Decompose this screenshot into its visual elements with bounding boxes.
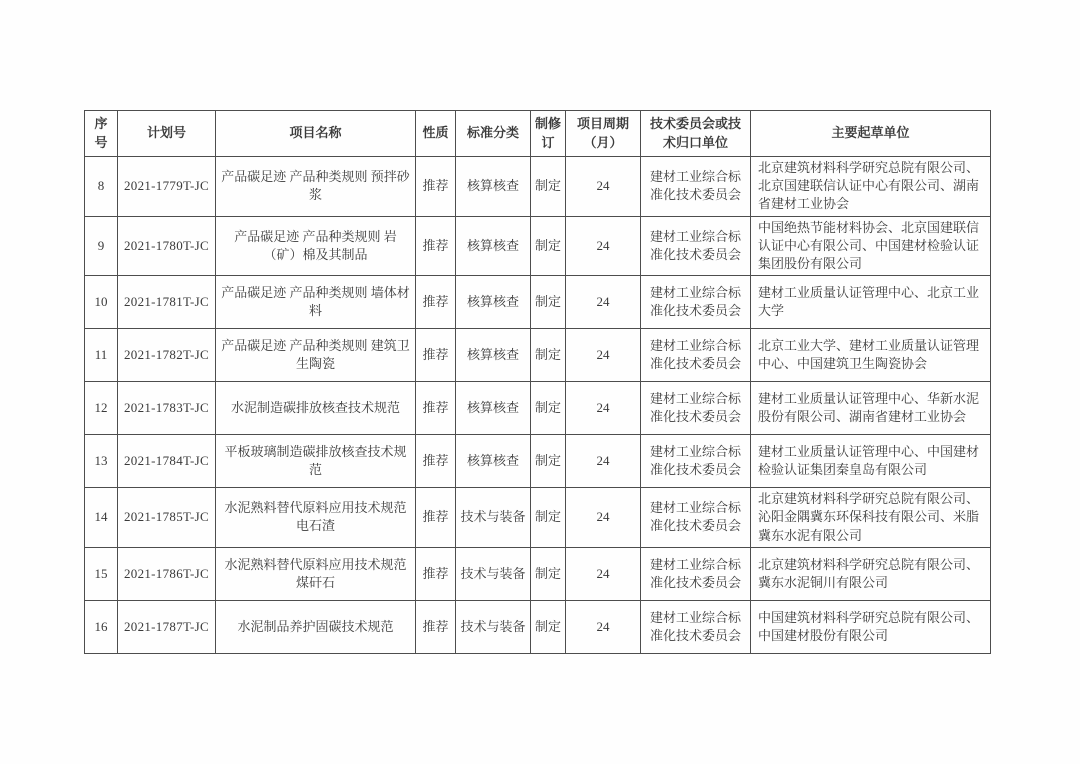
cell-project-name: 产品碳足迹 产品种类规则 岩（矿）棉及其制品 bbox=[216, 216, 416, 276]
cell-revision-type: 制定 bbox=[531, 600, 566, 653]
cell-revision-type: 制定 bbox=[531, 329, 566, 382]
table-body bbox=[85, 157, 991, 654]
cell-committee: 建材工业综合标准化技术委员会 bbox=[641, 435, 751, 488]
cell-period-months: 24 bbox=[566, 276, 641, 329]
cell-project-name: 水泥熟料替代原料应用技术规范 电石渣 bbox=[216, 488, 416, 548]
cell-plan-no: 2021-1782T-JC bbox=[118, 329, 216, 382]
cell-revision-type: 制定 bbox=[531, 488, 566, 548]
cell-revision-type: 制定 bbox=[531, 157, 566, 217]
cell-nature: 推荐 bbox=[416, 157, 456, 217]
cell-nature: 推荐 bbox=[416, 547, 456, 600]
cell-project-name: 水泥制品养护固碳技术规范 bbox=[216, 600, 416, 653]
cell-nature: 推荐 bbox=[416, 329, 456, 382]
cell-category: 核算核查 bbox=[456, 435, 531, 488]
header-committee: 技术委员会或技术归口单位 bbox=[641, 111, 751, 157]
header-revision-type: 制修订 bbox=[531, 111, 566, 157]
cell-period-months: 24 bbox=[566, 329, 641, 382]
table-row bbox=[85, 157, 991, 217]
cell-drafters: 北京工业大学、建材工业质量认证管理中心、中国建筑卫生陶瓷协会 bbox=[751, 329, 991, 382]
header-nature: 性质 bbox=[416, 111, 456, 157]
cell-plan-no: 2021-1779T-JC bbox=[118, 157, 216, 217]
cell-project-name: 产品碳足迹 产品种类规则 墙体材料 bbox=[216, 276, 416, 329]
cell-period-months: 24 bbox=[566, 382, 641, 435]
cell-category: 核算核查 bbox=[456, 276, 531, 329]
table-header bbox=[85, 111, 991, 157]
cell-plan-no: 2021-1780T-JC bbox=[118, 216, 216, 276]
cell-plan-no: 2021-1781T-JC bbox=[118, 276, 216, 329]
cell-drafters: 建材工业质量认证管理中心、中国建材检验认证集团秦皇岛有限公司 bbox=[751, 435, 991, 488]
table-row bbox=[85, 276, 991, 329]
cell-category: 核算核查 bbox=[456, 216, 531, 276]
cell-drafters: 建材工业质量认证管理中心、北京工业大学 bbox=[751, 276, 991, 329]
cell-drafters: 建材工业质量认证管理中心、华新水泥股份有限公司、湖南省建材工业协会 bbox=[751, 382, 991, 435]
cell-project-name: 产品碳足迹 产品种类规则 预拌砂浆 bbox=[216, 157, 416, 217]
cell-period-months: 24 bbox=[566, 600, 641, 653]
cell-seq: 10 bbox=[85, 276, 118, 329]
cell-seq: 14 bbox=[85, 488, 118, 548]
cell-category: 技术与装备 bbox=[456, 600, 531, 653]
cell-plan-no: 2021-1786T-JC bbox=[118, 547, 216, 600]
cell-category: 技术与装备 bbox=[456, 547, 531, 600]
cell-committee: 建材工业综合标准化技术委员会 bbox=[641, 382, 751, 435]
cell-committee: 建材工业综合标准化技术委员会 bbox=[641, 600, 751, 653]
cell-committee: 建材工业综合标准化技术委员会 bbox=[641, 276, 751, 329]
cell-project-name: 产品碳足迹 产品种类规则 建筑卫生陶瓷 bbox=[216, 329, 416, 382]
cell-project-name: 平板玻璃制造碳排放核查技术规范 bbox=[216, 435, 416, 488]
cell-seq: 16 bbox=[85, 600, 118, 653]
header-plan-no: 计划号 bbox=[118, 111, 216, 157]
cell-drafters: 北京建筑材料科学研究总院有限公司、北京国建联信认证中心有限公司、湖南省建材工业协会 bbox=[751, 157, 991, 217]
cell-revision-type: 制定 bbox=[531, 547, 566, 600]
cell-drafters: 北京建筑材料科学研究总院有限公司、沁阳金隅冀东环保科技有限公司、米脂冀东水泥有限公司 bbox=[751, 488, 991, 548]
cell-nature: 推荐 bbox=[416, 435, 456, 488]
table-row bbox=[85, 382, 991, 435]
cell-drafters: 中国建筑材料科学研究总院有限公司、中国建材股份有限公司 bbox=[751, 600, 991, 653]
cell-nature: 推荐 bbox=[416, 276, 456, 329]
cell-project-name: 水泥熟料替代原料应用技术规范 煤矸石 bbox=[216, 547, 416, 600]
cell-drafters: 北京建筑材料科学研究总院有限公司、冀东水泥铜川有限公司 bbox=[751, 547, 991, 600]
table-row bbox=[85, 329, 991, 382]
cell-seq: 15 bbox=[85, 547, 118, 600]
header-seq: 序号 bbox=[85, 111, 118, 157]
table-row bbox=[85, 488, 991, 548]
cell-plan-no: 2021-1784T-JC bbox=[118, 435, 216, 488]
cell-seq: 13 bbox=[85, 435, 118, 488]
header-period-months: 项目周期（月） bbox=[566, 111, 641, 157]
cell-nature: 推荐 bbox=[416, 600, 456, 653]
table-header-row bbox=[85, 111, 991, 157]
header-category: 标准分类 bbox=[456, 111, 531, 157]
cell-project-name: 水泥制造碳排放核查技术规范 bbox=[216, 382, 416, 435]
cell-nature: 推荐 bbox=[416, 382, 456, 435]
standards-plan-table bbox=[84, 110, 991, 654]
cell-seq: 12 bbox=[85, 382, 118, 435]
cell-committee: 建材工业综合标准化技术委员会 bbox=[641, 157, 751, 217]
cell-revision-type: 制定 bbox=[531, 435, 566, 488]
cell-drafters: 中国绝热节能材料协会、北京国建联信认证中心有限公司、中国建材检验认证集团股份有限公司 bbox=[751, 216, 991, 276]
table-row bbox=[85, 435, 991, 488]
cell-period-months: 24 bbox=[566, 216, 641, 276]
cell-plan-no: 2021-1783T-JC bbox=[118, 382, 216, 435]
cell-plan-no: 2021-1787T-JC bbox=[118, 600, 216, 653]
cell-revision-type: 制定 bbox=[531, 216, 566, 276]
table-row bbox=[85, 547, 991, 600]
cell-revision-type: 制定 bbox=[531, 276, 566, 329]
table-row bbox=[85, 216, 991, 276]
cell-nature: 推荐 bbox=[416, 216, 456, 276]
cell-period-months: 24 bbox=[566, 488, 641, 548]
cell-seq: 9 bbox=[85, 216, 118, 276]
cell-committee: 建材工业综合标准化技术委员会 bbox=[641, 216, 751, 276]
cell-nature: 推荐 bbox=[416, 488, 456, 548]
table-row bbox=[85, 600, 991, 653]
cell-committee: 建材工业综合标准化技术委员会 bbox=[641, 547, 751, 600]
header-project-name: 项目名称 bbox=[216, 111, 416, 157]
cell-seq: 11 bbox=[85, 329, 118, 382]
cell-period-months: 24 bbox=[566, 547, 641, 600]
cell-plan-no: 2021-1785T-JC bbox=[118, 488, 216, 548]
header-drafters: 主要起草单位 bbox=[751, 111, 991, 157]
cell-period-months: 24 bbox=[566, 435, 641, 488]
cell-seq: 8 bbox=[85, 157, 118, 217]
cell-revision-type: 制定 bbox=[531, 382, 566, 435]
cell-category: 核算核查 bbox=[456, 157, 531, 217]
cell-category: 核算核查 bbox=[456, 382, 531, 435]
cell-period-months: 24 bbox=[566, 157, 641, 217]
cell-category: 技术与装备 bbox=[456, 488, 531, 548]
cell-committee: 建材工业综合标准化技术委员会 bbox=[641, 488, 751, 548]
cell-committee: 建材工业综合标准化技术委员会 bbox=[641, 329, 751, 382]
cell-category: 核算核查 bbox=[456, 329, 531, 382]
